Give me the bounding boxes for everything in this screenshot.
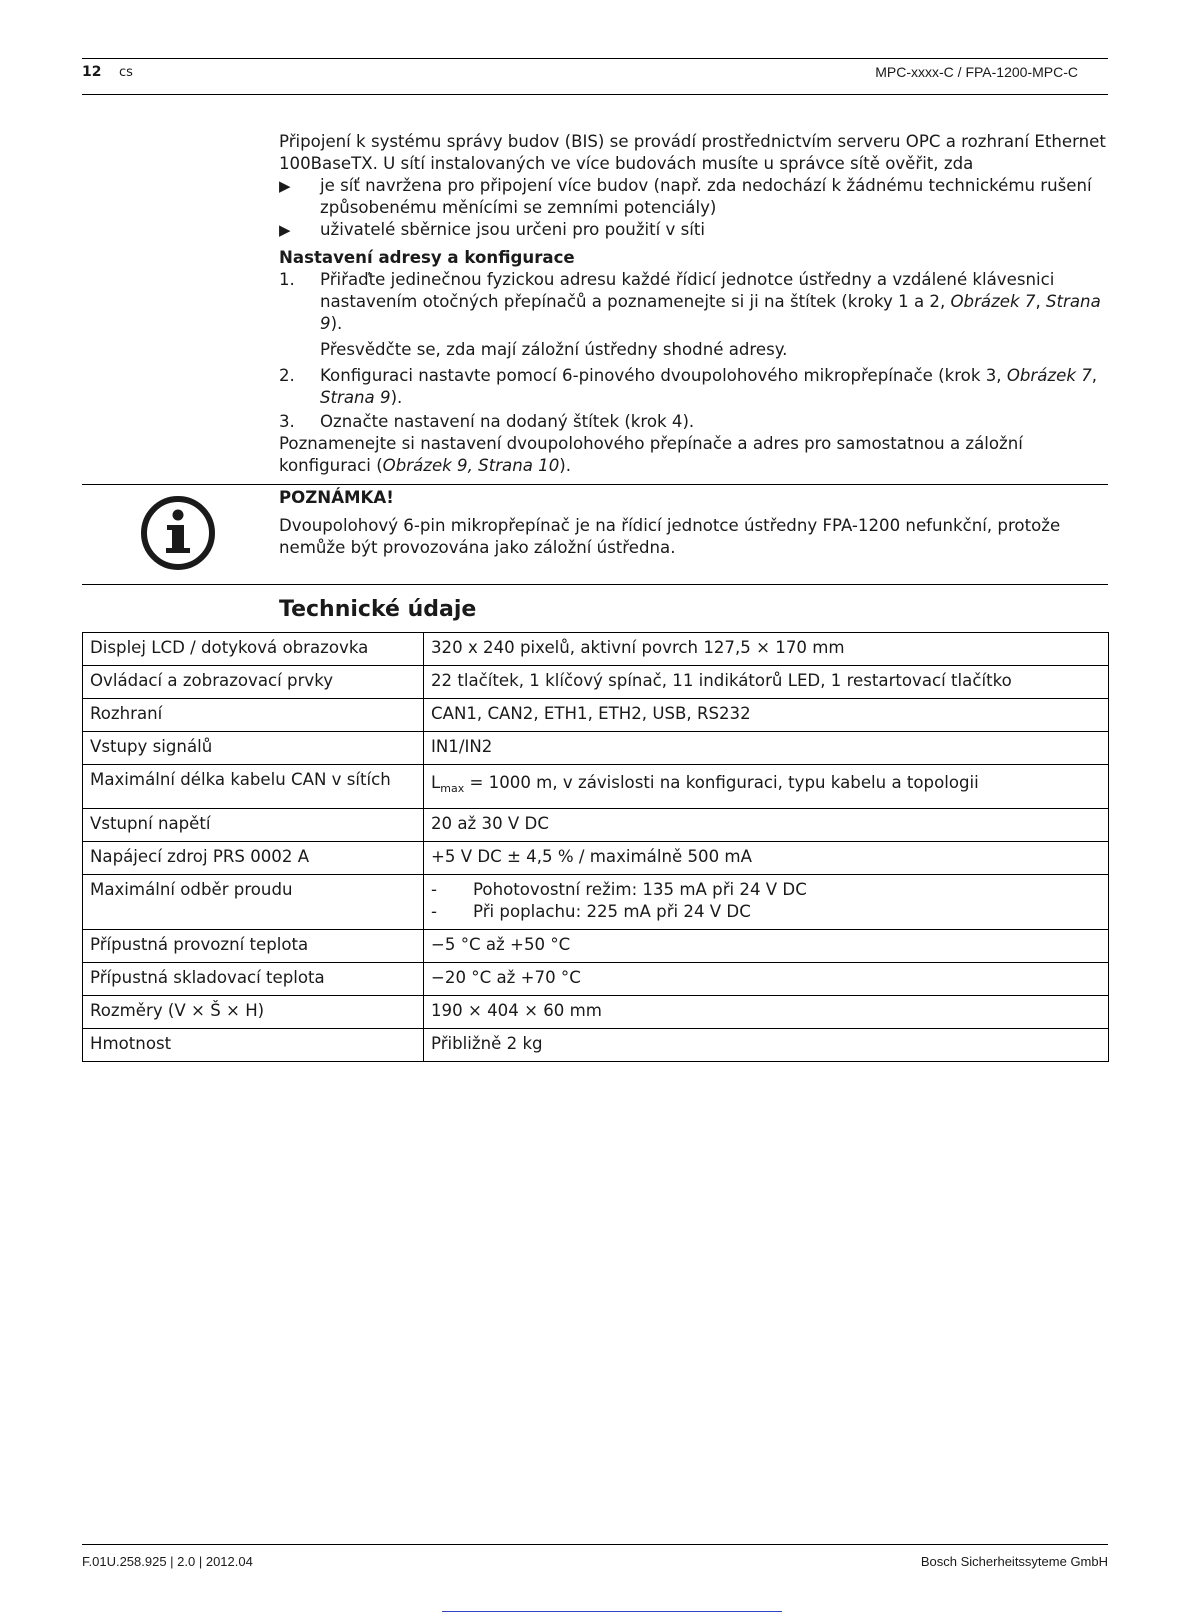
spec-label: Ovládací a zobrazovací prvky [83, 666, 424, 699]
spec-value: IN1/IN2 [424, 732, 1109, 765]
figure-reference[interactable]: Obrázek 9, Strana 10 [382, 456, 560, 475]
spec-label: Přípustná provozní teplota [83, 930, 424, 963]
table-row [83, 1029, 1109, 1062]
lmax-subscript: max [440, 782, 465, 795]
spec-label: Hmotnost [83, 1029, 424, 1062]
step-number: 3. [279, 412, 295, 431]
spec-value: +5 V DC ± 4,5 % / maximálně 500 mA [424, 842, 1109, 875]
spec-label: Přípustná skladovací teplota [83, 963, 424, 996]
ref-separator: , [1035, 292, 1047, 311]
closing-text: Poznamenejte si nastavení dvoupolohového přepínače a adres pro samostatnou a záložní konfiguraci ( [279, 434, 1023, 475]
info-icon [140, 495, 216, 571]
spec-label: Vstupní napětí [83, 809, 424, 842]
step-text: Konfiguraci nastavte pomocí 6-pinového dvoupolohového mikropřepínače (krok 3, [320, 366, 1007, 385]
dash-item [431, 879, 1101, 901]
page-reference[interactable]: Strana 9 [320, 388, 391, 407]
spec-label: Maximální odběr proudu [83, 875, 424, 930]
note-top-rule [82, 484, 1108, 485]
dash-mark: - [431, 880, 437, 899]
numbered-step [279, 269, 1109, 361]
page-number: 12 [82, 64, 102, 80]
dash-text: Při poplachu: 225 mA při 24 V DC [473, 902, 751, 921]
numbered-step [279, 365, 1109, 409]
note-text: Dvoupolohový 6-pin mikropřepínač je na řídicí jednotce ústředny FPA-1200 nefunkční, protože nemůže být provozována jako záložní ústředna. [279, 516, 1061, 557]
note-bottom-rule [82, 584, 1108, 585]
main-text [279, 131, 1109, 477]
step-text: Označte nastavení na dodaný štítek (krok 4). [320, 412, 695, 431]
spec-value: −20 °C až +70 °C [424, 963, 1109, 996]
spec-value [424, 765, 1109, 809]
language-code: cs [119, 65, 133, 80]
specs-table [82, 632, 1109, 1062]
spec-label: Displej LCD / dotyková obrazovka [83, 633, 424, 666]
header-bottom-rule [82, 94, 1108, 95]
document-title: MPC-xxxx-C / FPA-1200-MPC-C [875, 64, 1078, 80]
bullet-text: je síť navržena pro připojení více budov (např. zda nedochází k žádnému technickému rušení způsobenému měnícími se zemními potenciály) [320, 176, 1092, 217]
closing-end: ). [559, 456, 572, 475]
header-top-rule [82, 58, 1108, 59]
bullet-arrow-icon: ▶ [279, 177, 291, 195]
config-heading: Nastavení adresy a konfigurace [279, 248, 575, 267]
footer-company: Bosch Sicherheitssyteme GmbH [920, 1554, 1108, 1569]
spec-label: Napájecí zdroj PRS 0002 A [83, 842, 424, 875]
bullet-item [279, 175, 1109, 219]
spec-value: Přibližně 2 kg [424, 1029, 1109, 1062]
spec-label: Rozměry (V × Š × H) [83, 996, 424, 1029]
dash-text: Pohotovostní režim: 135 mA při 24 V DC [473, 880, 807, 899]
table-row [83, 875, 1109, 930]
numbered-step [279, 411, 1109, 433]
table-row [83, 765, 1109, 809]
spec-value: CAN1, CAN2, ETH1, ETH2, USB, RS232 [424, 699, 1109, 732]
table-row [83, 633, 1109, 666]
spec-value [424, 875, 1109, 930]
figure-reference[interactable]: Obrázek 7 [950, 292, 1036, 311]
table-row [83, 732, 1109, 765]
table-row [83, 963, 1109, 996]
dash-mark: - [431, 902, 437, 921]
section-title: Technické údaje [279, 597, 477, 622]
spec-label: Rozhraní [83, 699, 424, 732]
lmax-text: = 1000 m, v závislosti na konfiguraci, typu kabelu a topologii [464, 773, 979, 792]
step-number: 2. [279, 366, 295, 385]
bullet-arrow-icon: ▶ [279, 221, 291, 239]
page-reference[interactable]: Strana 9 [320, 292, 1101, 333]
intro-paragraph: Připojení k systému správy budov (BIS) se provádí prostřednictvím serveru OPC a rozhraní Ethernet 100BaseTX. U sítí instalovaných ve více budovách musíte u správce sítě ověřit, zda [279, 132, 1106, 173]
closing-paragraph [279, 433, 1109, 477]
table-row [83, 699, 1109, 732]
spec-value: 190 × 404 × 60 mm [424, 996, 1109, 1029]
spec-label: Vstupy signálů [83, 732, 424, 765]
spec-value: 22 tlačítek, 1 klíčový spínač, 11 indikátorů LED, 1 restartovací tlačítko [424, 666, 1109, 699]
table-row [83, 809, 1109, 842]
spec-value: 20 až 30 V DC [424, 809, 1109, 842]
table-row [83, 842, 1109, 875]
step-end: ). [390, 388, 403, 407]
step-end: ). [330, 314, 343, 333]
footer-rule [82, 1544, 1108, 1545]
note-box [279, 487, 1109, 559]
ref-separator: , [1091, 366, 1098, 385]
spec-value: −5 °C až +50 °C [424, 930, 1109, 963]
step-number: 1. [279, 270, 295, 289]
note-title: POZNÁMKA! [279, 488, 394, 507]
spec-value: 320 x 240 pixelů, aktivní povrch 127,5 × 170 mm [424, 633, 1109, 666]
bullet-text: uživatelé sběrnice jsou určeni pro použití v síti [320, 220, 705, 239]
step-note: Přesvědčte se, zda mají záložní ústředny shodné adresy. [320, 340, 788, 359]
dash-item [431, 901, 1101, 923]
lmax-symbol: L [431, 773, 441, 792]
spec-label: Maximální délka kabelu CAN v sítích [83, 765, 424, 809]
table-row [83, 666, 1109, 699]
step-text: Přiřaďte jedinečnou fyzickou adresu každé řídicí jednotce ústředny a vzdálené klávesnici nastavením otočných přepínačů a poznamenejte si ji na štítek (kroky 1 a 2, [320, 270, 1055, 311]
footer-doc-id: F.01U.258.925 | 2.0 | 2012.04 [82, 1554, 253, 1569]
table-row [83, 996, 1109, 1029]
figure-reference[interactable]: Obrázek 7 [1006, 366, 1092, 385]
table-row [83, 930, 1109, 963]
bullet-item [279, 219, 1109, 241]
